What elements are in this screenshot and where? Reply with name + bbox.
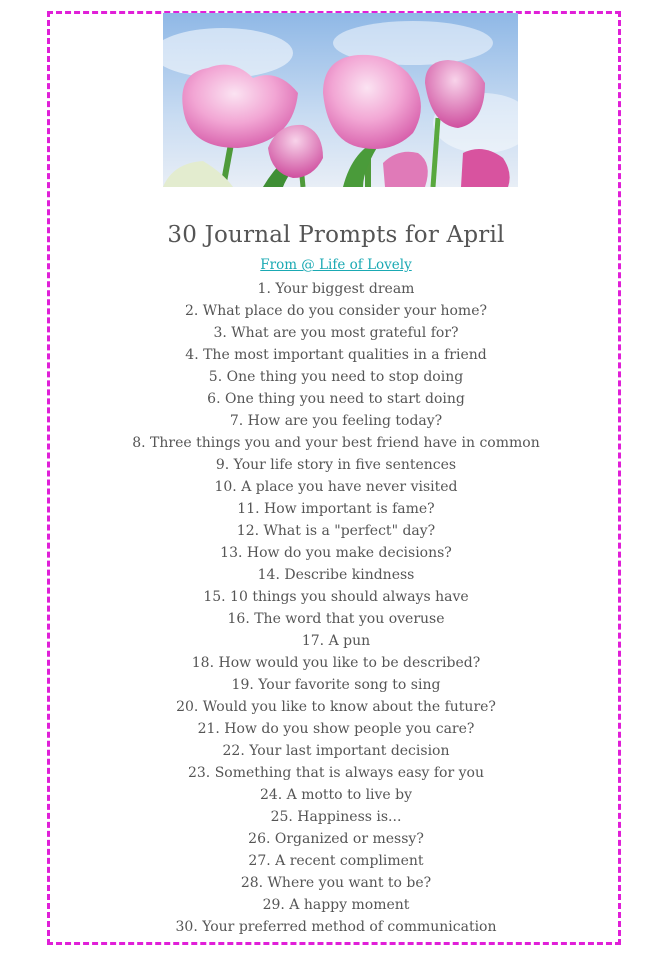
tulip-photo [163,13,518,187]
prompt-item: 23. Something that is always easy for you [187,765,484,781]
prompt-item: 22. Your last important decision [222,743,450,759]
page-title: 30 Journal Prompts for April [167,222,505,248]
prompt-item: 9. Your life story in five sentences [215,457,457,473]
prompt-item: 18. How would you like to be described? [191,655,481,671]
prompt-item: 16. The word that you overuse [227,611,445,627]
prompt-item: 2. What place do you consider your home? [185,303,487,319]
source-link-wrap [0,257,672,273]
prompt-item: 12. What is a "perfect" day? [236,523,436,539]
prompt-item: 25. Happiness is... [270,809,402,825]
prompt-item: 3. What are you most grateful for? [213,325,459,341]
prompt-item: 26. Organized or messy? [248,831,424,847]
prompt-item: 21. How do you show people you care? [197,721,475,737]
source-link[interactable]: From @ Life of Lovely [260,257,412,273]
prompt-item: 5. One thing you need to stop doing [208,369,464,385]
prompt-item: 10. A place you have never visited [214,479,458,495]
prompt-item: 15. 10 things you should always have [203,589,469,605]
prompt-item: 27. A recent compliment [248,853,424,869]
prompt-list [0,278,672,938]
prompt-item: 7. How are you feeling today? [229,413,443,429]
prompt-item: 1. Your biggest dream [257,281,415,297]
prompt-item: 8. Three things you and your best friend have in common [132,435,540,451]
prompt-item: 4. The most important qualities in a friend [185,347,487,363]
prompt-item: 17. A pun [301,633,371,649]
prompt-item: 14. Describe kindness [257,567,415,583]
prompt-item: 20. Would you like to know about the future? [176,699,496,715]
prompt-item: 19. Your favorite song to sing [231,677,441,693]
prompt-item: 24. A motto to live by [259,787,413,803]
prompt-item: 30. Your preferred method of communication [175,919,497,935]
prompt-item: 11. How important is fame? [237,501,435,517]
prompt-item: 28. Where you want to be? [240,875,432,891]
prompt-item: 13. How do you make decisions? [220,545,452,561]
prompt-item: 6. One thing you need to start doing [207,391,465,407]
prompt-item: 29. A happy moment [262,897,410,913]
